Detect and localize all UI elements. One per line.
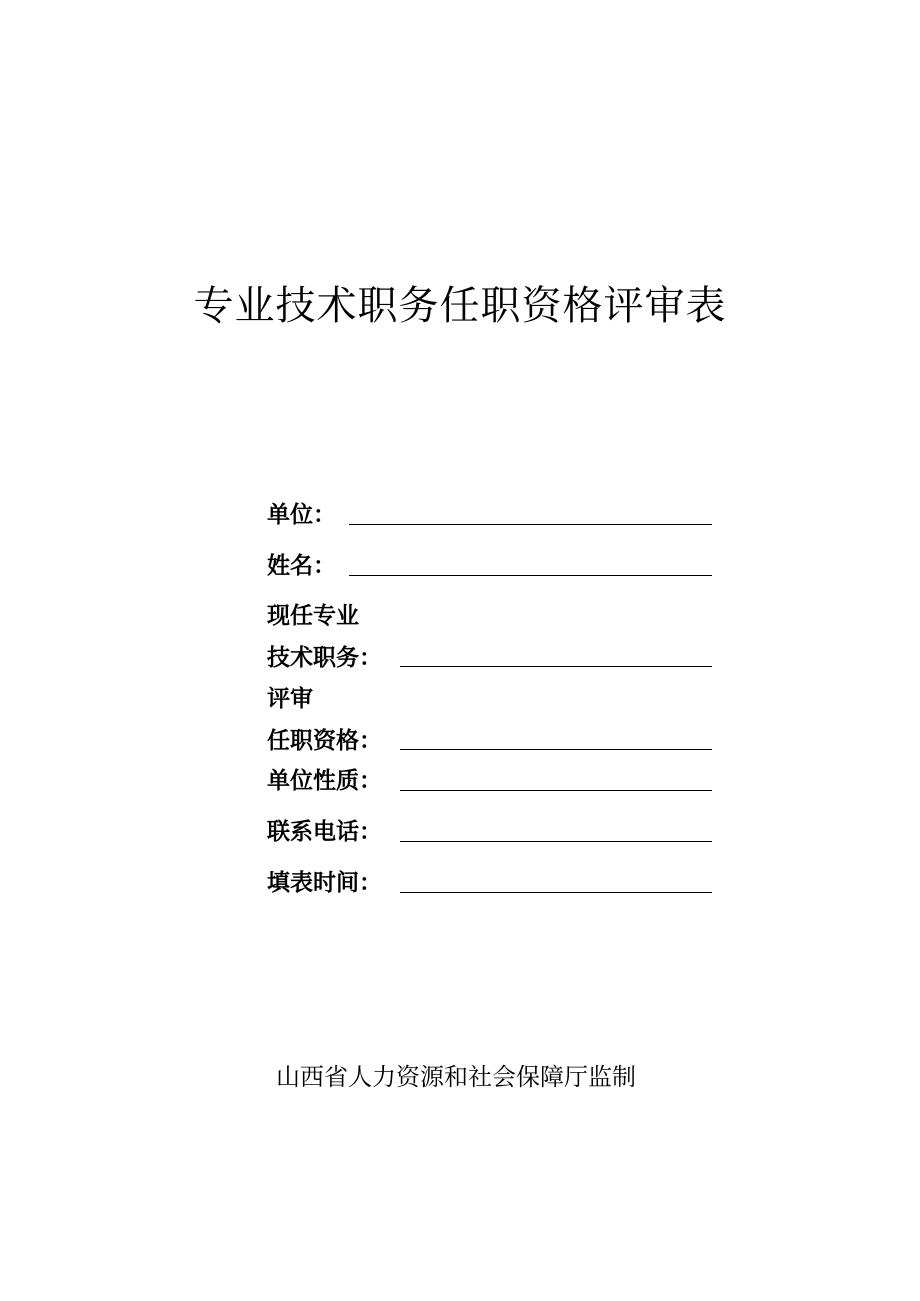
form-title: 专业技术职务任职资格评审表 xyxy=(193,283,727,329)
name-label: 姓名： xyxy=(267,552,336,579)
fill-date-label: 填表时间： xyxy=(267,869,382,896)
name-line[interactable] xyxy=(349,575,712,576)
phone-label: 联系电话： xyxy=(267,818,382,845)
current-title-label-line2: 技术职务： xyxy=(267,644,382,671)
review-label-line2: 任职资格： xyxy=(267,727,382,754)
unit-nature-line[interactable] xyxy=(400,790,712,791)
phone-line[interactable] xyxy=(400,841,712,842)
review-label-line1: 评审 xyxy=(267,685,313,712)
current-title-line[interactable] xyxy=(400,666,712,667)
review-line[interactable] xyxy=(400,749,712,750)
fill-date-line[interactable] xyxy=(400,892,712,893)
current-title-label-line1: 现任专业 xyxy=(267,602,359,629)
unit-nature-label: 单位性质： xyxy=(267,767,382,794)
unit-label: 单位： xyxy=(267,501,336,528)
unit-line[interactable] xyxy=(349,524,712,525)
footer-supervisor-text: 山西省人力资源和社会保障厅监制 xyxy=(276,1063,636,1091)
